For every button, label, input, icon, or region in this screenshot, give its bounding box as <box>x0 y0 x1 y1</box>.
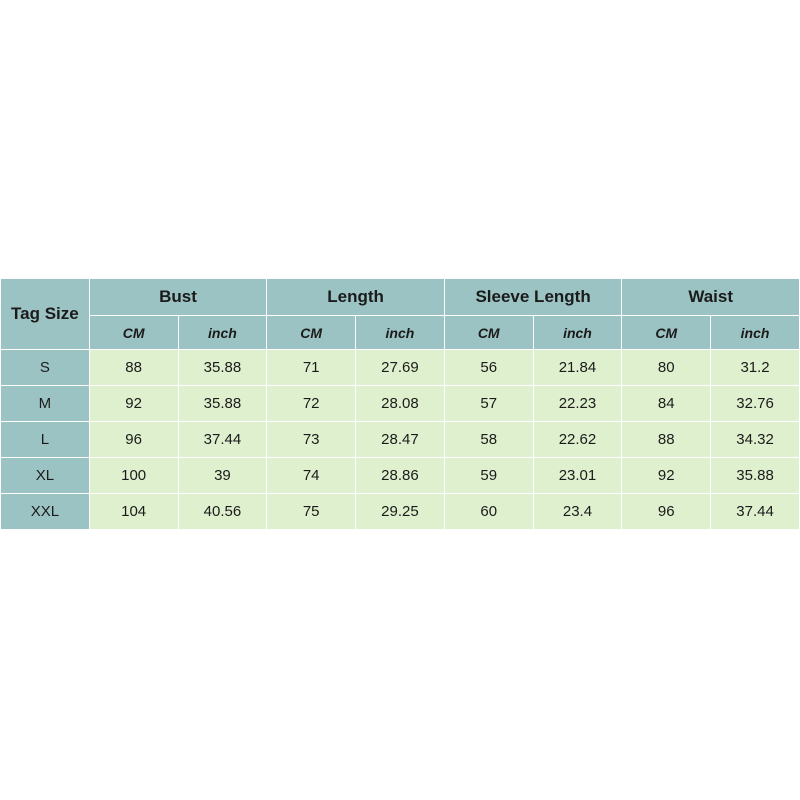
cell-bust-cm-m: 92 <box>89 386 178 422</box>
cell-bust-cm-xl: 100 <box>89 458 178 494</box>
table-header-group-row <box>1 279 800 316</box>
cell-waist-cm-l: 88 <box>622 422 711 458</box>
table-row <box>1 458 800 494</box>
cell-sleeve-inch-xxl: 23.4 <box>533 494 622 530</box>
cell-length-inch-l: 28.47 <box>356 422 445 458</box>
cell-sleeve-cm-l: 58 <box>444 422 533 458</box>
cell-sleeve-cm-m: 57 <box>444 386 533 422</box>
header-unit-bust-inch: inch <box>178 316 267 350</box>
cell-waist-inch-s: 31.2 <box>711 350 800 386</box>
cell-waist-inch-xl: 35.88 <box>711 458 800 494</box>
row-size-label-xl: XL <box>1 458 90 494</box>
cell-length-cm-s: 71 <box>267 350 356 386</box>
header-unit-waist-cm: CM <box>622 316 711 350</box>
cell-sleeve-cm-xxl: 60 <box>444 494 533 530</box>
cell-sleeve-cm-xl: 59 <box>444 458 533 494</box>
cell-bust-inch-m: 35.88 <box>178 386 267 422</box>
cell-waist-cm-s: 80 <box>622 350 711 386</box>
header-unit-sleeve-inch: inch <box>533 316 622 350</box>
cell-bust-cm-l: 96 <box>89 422 178 458</box>
row-size-label-m: M <box>1 386 90 422</box>
row-size-label-s: S <box>1 350 90 386</box>
cell-bust-cm-s: 88 <box>89 350 178 386</box>
cell-sleeve-inch-l: 22.62 <box>533 422 622 458</box>
cell-length-cm-m: 72 <box>267 386 356 422</box>
cell-waist-cm-xxl: 96 <box>622 494 711 530</box>
table-row <box>1 350 800 386</box>
cell-bust-cm-xxl: 104 <box>89 494 178 530</box>
table-header-unit-row <box>1 316 800 350</box>
cell-waist-inch-m: 32.76 <box>711 386 800 422</box>
header-group-length: Length <box>267 279 445 316</box>
cell-length-cm-l: 73 <box>267 422 356 458</box>
size-chart-table <box>0 278 800 530</box>
header-unit-bust-cm: CM <box>89 316 178 350</box>
header-unit-sleeve-cm: CM <box>444 316 533 350</box>
cell-sleeve-inch-m: 22.23 <box>533 386 622 422</box>
header-group-bust: Bust <box>89 279 267 316</box>
table-row <box>1 494 800 530</box>
table-row <box>1 422 800 458</box>
cell-length-inch-xl: 28.86 <box>356 458 445 494</box>
cell-bust-inch-xl: 39 <box>178 458 267 494</box>
cell-waist-inch-xxl: 37.44 <box>711 494 800 530</box>
size-chart-container <box>0 278 800 530</box>
header-group-waist: Waist <box>622 279 800 316</box>
row-size-label-xxl: XXL <box>1 494 90 530</box>
header-unit-waist-inch: inch <box>711 316 800 350</box>
cell-length-cm-xxl: 75 <box>267 494 356 530</box>
cell-waist-cm-m: 84 <box>622 386 711 422</box>
cell-bust-inch-xxl: 40.56 <box>178 494 267 530</box>
header-unit-length-inch: inch <box>356 316 445 350</box>
cell-sleeve-inch-s: 21.84 <box>533 350 622 386</box>
cell-waist-cm-xl: 92 <box>622 458 711 494</box>
cell-length-cm-xl: 74 <box>267 458 356 494</box>
cell-sleeve-inch-xl: 23.01 <box>533 458 622 494</box>
cell-waist-inch-l: 34.32 <box>711 422 800 458</box>
cell-bust-inch-l: 37.44 <box>178 422 267 458</box>
header-tag-size: Tag Size <box>1 279 90 350</box>
cell-length-inch-m: 28.08 <box>356 386 445 422</box>
row-size-label-l: L <box>1 422 90 458</box>
table-row <box>1 386 800 422</box>
cell-length-inch-xxl: 29.25 <box>356 494 445 530</box>
header-unit-length-cm: CM <box>267 316 356 350</box>
header-group-sleeve-length: Sleeve Length <box>444 279 622 316</box>
cell-bust-inch-s: 35.88 <box>178 350 267 386</box>
cell-length-inch-s: 27.69 <box>356 350 445 386</box>
cell-sleeve-cm-s: 56 <box>444 350 533 386</box>
